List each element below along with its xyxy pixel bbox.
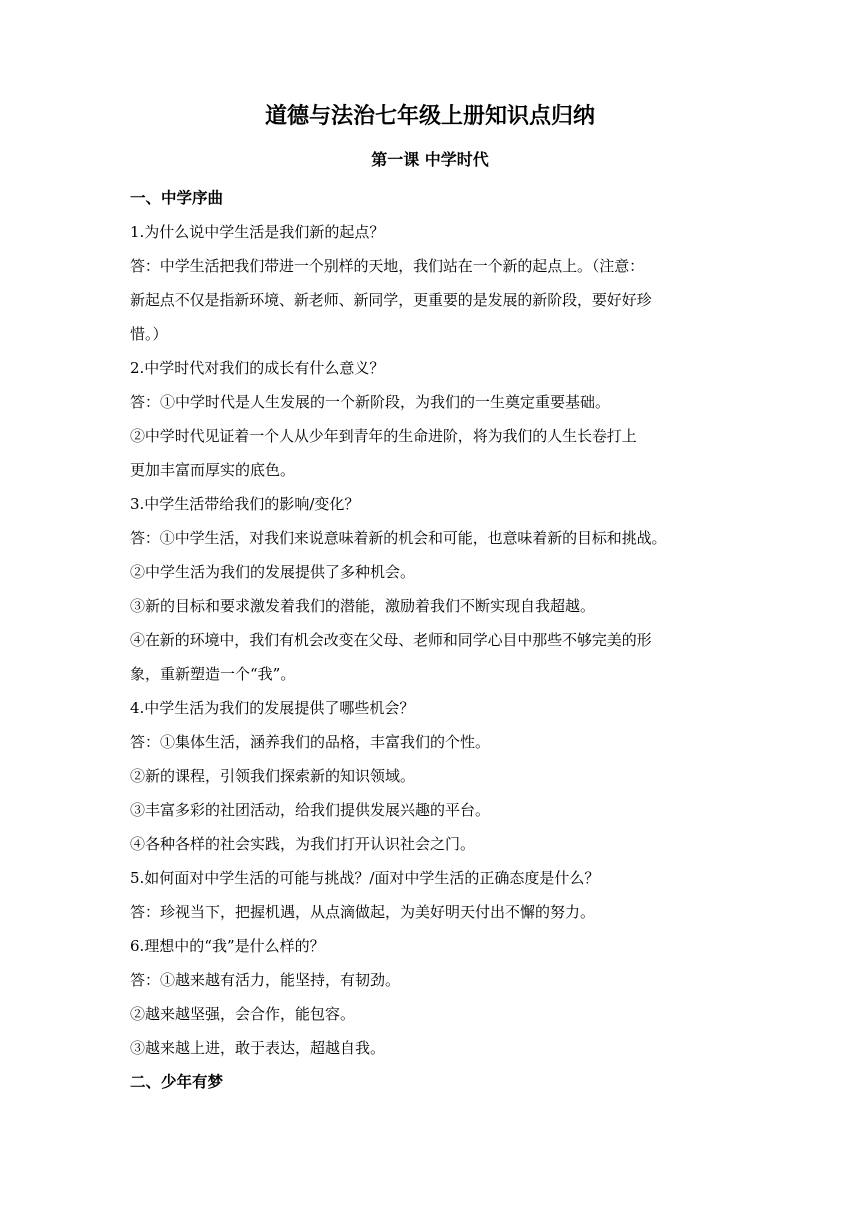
question-line: 5.如何面对中学生活的可能与挑战？/面对中学生活的正确态度是什么？: [130, 869, 600, 887]
answer-line: 答：①中学生活，对我们来说意味着新的机会和可能，也意味着新的目标和挑战。: [130, 529, 667, 547]
answer-line: ②新的课程，引领我们探索新的知识领域。: [130, 767, 416, 785]
answer-line: ③越来越上进，敢于表达，超越自我。: [130, 1039, 386, 1057]
answer-line: 答：中学生活把我们带进一个别样的天地，我们站在一个新的起点上。（注意：: [130, 257, 645, 275]
answer-line: 答：①越来越有活力，能坚持，有韧劲。: [130, 971, 401, 989]
answer-line: ③丰富多彩的社团活动，给我们提供发展兴趣的平台。: [130, 801, 491, 819]
question-line: 4.中学生活为我们的发展提供了哪些机会？: [130, 699, 415, 717]
document-title: 道德与法治七年级上册知识点归纳: [264, 104, 595, 129]
question-line: 3.中学生活带给我们的影响/变化？: [130, 495, 360, 513]
answer-line: ②中学时代见证着一个人从少年到青年的生命进阶，将为我们的人生长卷打上: [130, 427, 637, 445]
answer-line: ④在新的环境中，我们有机会改变在父母、老师和同学心目中那些不够完美的形: [130, 631, 652, 649]
answer-line: 象，重新塑造一个“我”。: [130, 665, 296, 683]
question-line: 2.中学时代对我们的成长有什么意义？: [130, 359, 385, 377]
answer-line: ②越来越坚强，会合作，能包容。: [130, 1005, 356, 1023]
lesson-title: 第一课 中学时代: [371, 150, 489, 169]
section-heading: 一、中学序曲: [130, 189, 224, 207]
answer-line: 答：珍视当下，把握机遇，从点滴做起，为美好明天付出不懈的努力。: [130, 903, 596, 921]
document-body: [130, 181, 740, 1099]
section-heading: 二、少年有梦: [130, 1073, 224, 1091]
answer-line: ②中学生活为我们的发展提供了多种机会。: [130, 563, 416, 581]
answer-line: 新起点不仅是指新环境、新老师、新同学，更重要的是发展的新阶段，要好好珍: [130, 291, 652, 309]
answer-line: ④各种各样的社会实践，为我们打开认识社会之门。: [130, 835, 476, 853]
answer-line: ③新的目标和要求激发着我们的潜能，激励着我们不断实现自我超越。: [130, 597, 596, 615]
question-line: 1.为什么说中学生活是我们新的起点？: [130, 223, 385, 241]
answer-line: 惜。）: [130, 325, 168, 343]
question-line: 6.理想中的“我”是什么样的？: [130, 937, 325, 955]
answer-line: 答：①集体生活，涵养我们的品格，丰富我们的个性。: [130, 733, 491, 751]
answer-line: 答：①中学时代是人生发展的一个新阶段，为我们的一生奠定重要基础。: [130, 393, 611, 411]
answer-line: 更加丰富而厚实的底色。: [130, 461, 296, 479]
